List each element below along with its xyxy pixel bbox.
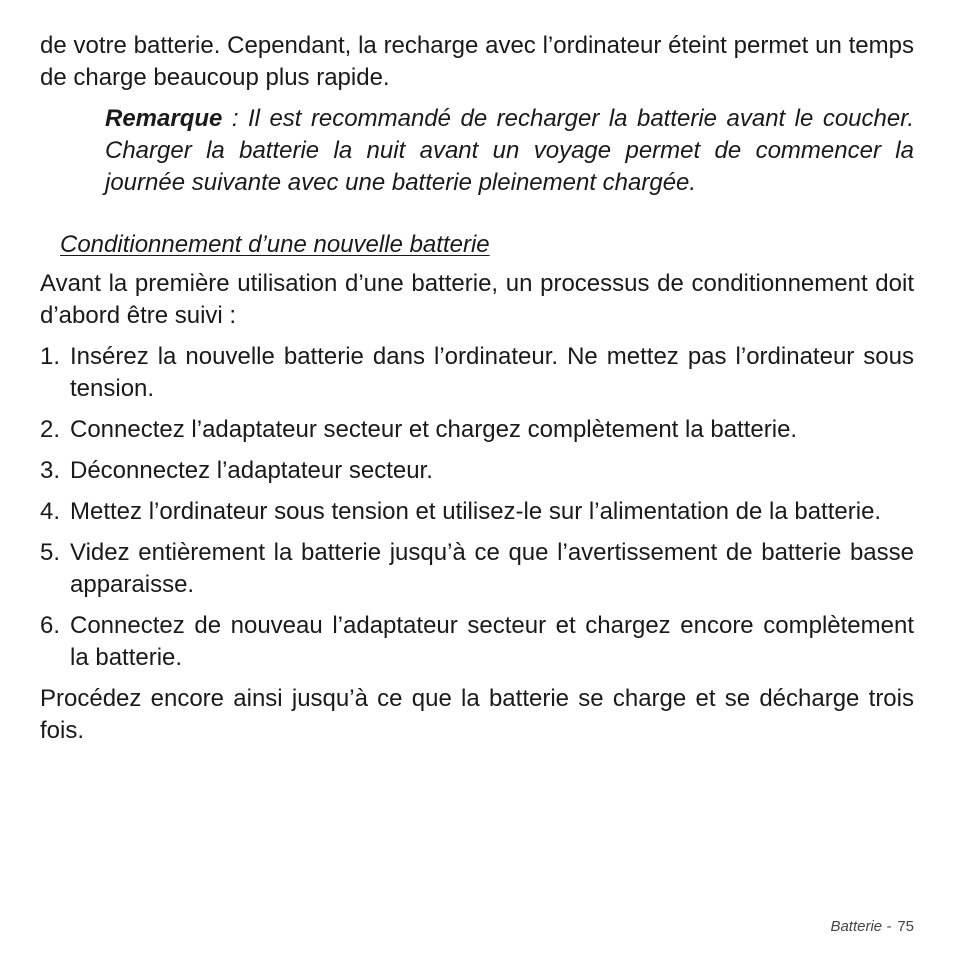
step-number: 3. <box>40 457 61 484</box>
note-text: : Il est recommandé de recharger la batterie avant le coucher. Charger la batterie la nuit avant un voyage permet de commencer la journée suivante avec une batterie pleinement chargée. <box>105 105 914 196</box>
page-footer <box>830 918 914 935</box>
closing-paragraph: Procédez encore ainsi jusqu’à ce que la batterie se charge et se décharge trois fois. <box>40 685 914 744</box>
intro-paragraph: de votre batterie. Cependant, la recharge avec l’ordinateur éteint permet un temps de charge beaucoup plus rapide. <box>40 32 914 91</box>
step-number: 5. <box>40 539 61 566</box>
step-text: Connectez de nouveau l’adaptateur secteur et chargez encore complètement la batterie. <box>70 612 914 671</box>
list-item <box>40 610 914 674</box>
step-text: Mettez l’ordinateur sous tension et utilisez-le sur l’alimentation de la batterie. <box>70 498 882 525</box>
note-block <box>105 103 914 199</box>
step-text: Déconnectez l’adaptateur secteur. <box>70 457 433 484</box>
page-number: 75 <box>897 918 914 935</box>
note-label: Remarque <box>105 105 223 132</box>
step-text: Insérez la nouvelle batterie dans l’ordinateur. Ne mettez pas l’ordinateur sous tension. <box>70 343 914 402</box>
list-item <box>40 537 914 601</box>
list-item <box>40 496 914 528</box>
step-number: 4. <box>40 498 61 525</box>
list-item <box>40 341 914 405</box>
step-number: 2. <box>40 416 61 443</box>
step-text: Videz entièrement la batterie jusqu’à ce que l’avertissement de batterie basse apparaisse. <box>70 539 914 598</box>
step-number: 6. <box>40 612 61 639</box>
steps-list <box>40 341 914 674</box>
section-heading: Conditionnement d’une nouvelle batterie <box>60 231 490 258</box>
step-text: Connectez l’adaptateur secteur et chargez complètement la batterie. <box>70 416 798 443</box>
list-item <box>40 455 914 487</box>
footer-section: Batterie - <box>830 918 892 935</box>
step-number: 1. <box>40 343 61 370</box>
section-intro: Avant la première utilisation d’une batterie, un processus de conditionnement doit d’abord être suivi : <box>40 270 914 329</box>
page-content <box>40 30 914 747</box>
list-item <box>40 414 914 446</box>
